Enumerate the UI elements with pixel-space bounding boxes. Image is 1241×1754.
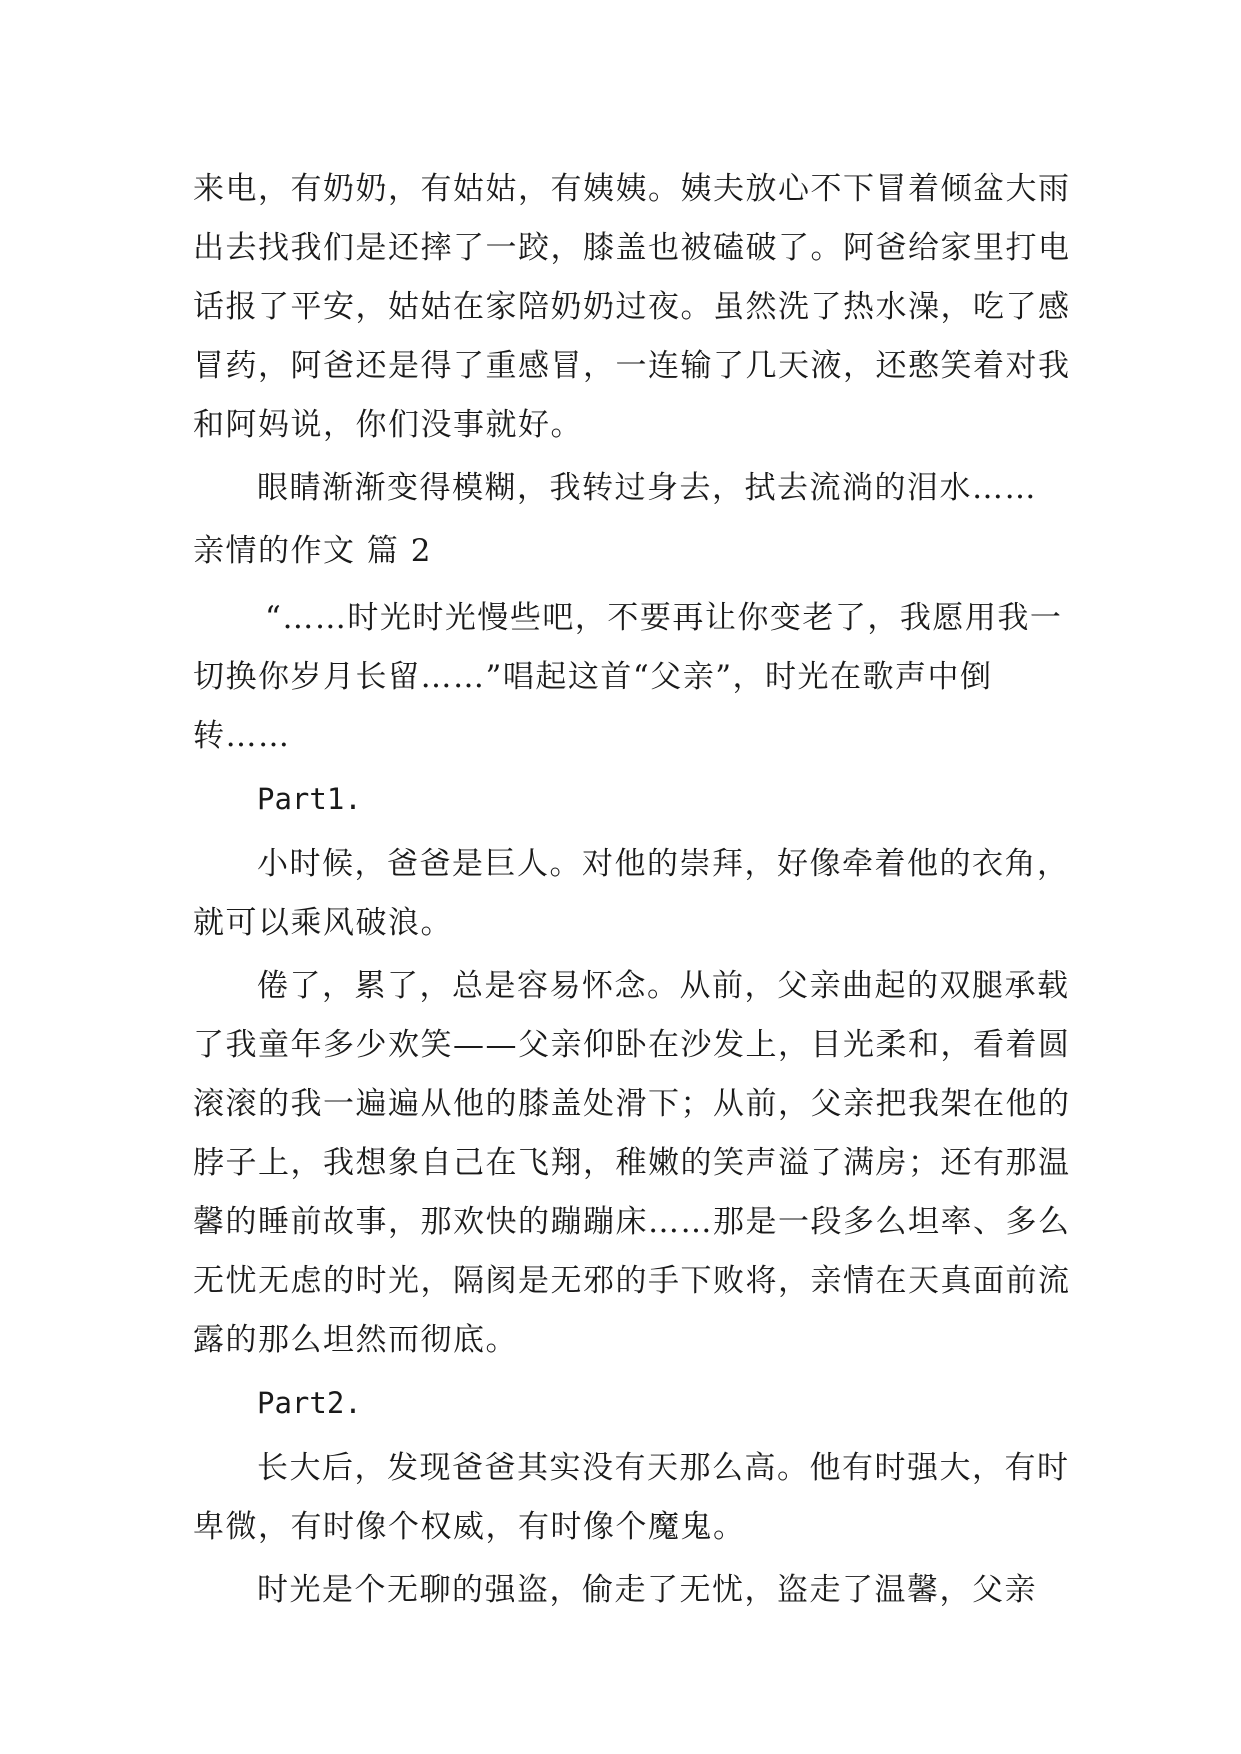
paragraph-continued: 来电，有奶奶，有姑姑，有姨姨。姨夫放心不下冒着倾盆大雨出去找我们是还摔了一跤，膝盖也被磕破了。阿爸给家里打电话报了平安，姑姑在家陪奶奶过夜。虽然洗了热水澡，吃了感冒药，阿爸还是得了重感冒，一连输了几天液，还憨笑着对我和阿妈说，你们没事就好。 bbox=[193, 171, 1071, 443]
paragraph-childhood-giant: 小时候，爸爸是巨人。对他的崇拜，好像牵着他的衣角，就可以乘风破浪。 bbox=[193, 846, 1070, 941]
paragraph-growing-up: 长大后，发现爸爸其实没有天那么高。他有时强大，有时卑微，有时像个权威，有时像个魔鬼。 bbox=[193, 1450, 1070, 1545]
paragraph-memories: 倦了，累了，总是容易怀念。从前，父亲曲起的双腿承载了我童年多少欢笑——父亲仰卧在沙发上，目光柔和，看着圆滚滚的我一遍遍从他的膝盖处滑下；从前，父亲把我架在他的脖子上，我想象自己在飞翔，稚嫩的笑声溢了满房；还有那温馨的睡前故事，那欢快的蹦蹦床……那是一段多么坦率、多么无忧无虑的时光，隔阂是无邪的手下败将，亲情在天真面前流露的那么坦然而彻底。 bbox=[193, 968, 1071, 1358]
document-page bbox=[193, 160, 1083, 1624]
paragraph-song-quote: “……时光时光慢些吧，不要再让你变老了，我愿用我一切换你岁月长留……”唱起这首“父亲”，时光在歌声中倒转…… bbox=[193, 600, 1063, 754]
section-label-part2: Part2. bbox=[257, 1386, 362, 1420]
section-label-part1: Part1. bbox=[257, 782, 362, 816]
essay-heading: 亲情的作文 篇 2 bbox=[193, 533, 432, 569]
paragraph-tears: 眼睛渐渐变得模糊，我转过身去，拭去流淌的泪水…… bbox=[257, 470, 1037, 506]
paragraph-time-thief: 时光是个无聊的强盗，偷走了无忧，盗走了温馨，父亲 bbox=[257, 1572, 1037, 1608]
